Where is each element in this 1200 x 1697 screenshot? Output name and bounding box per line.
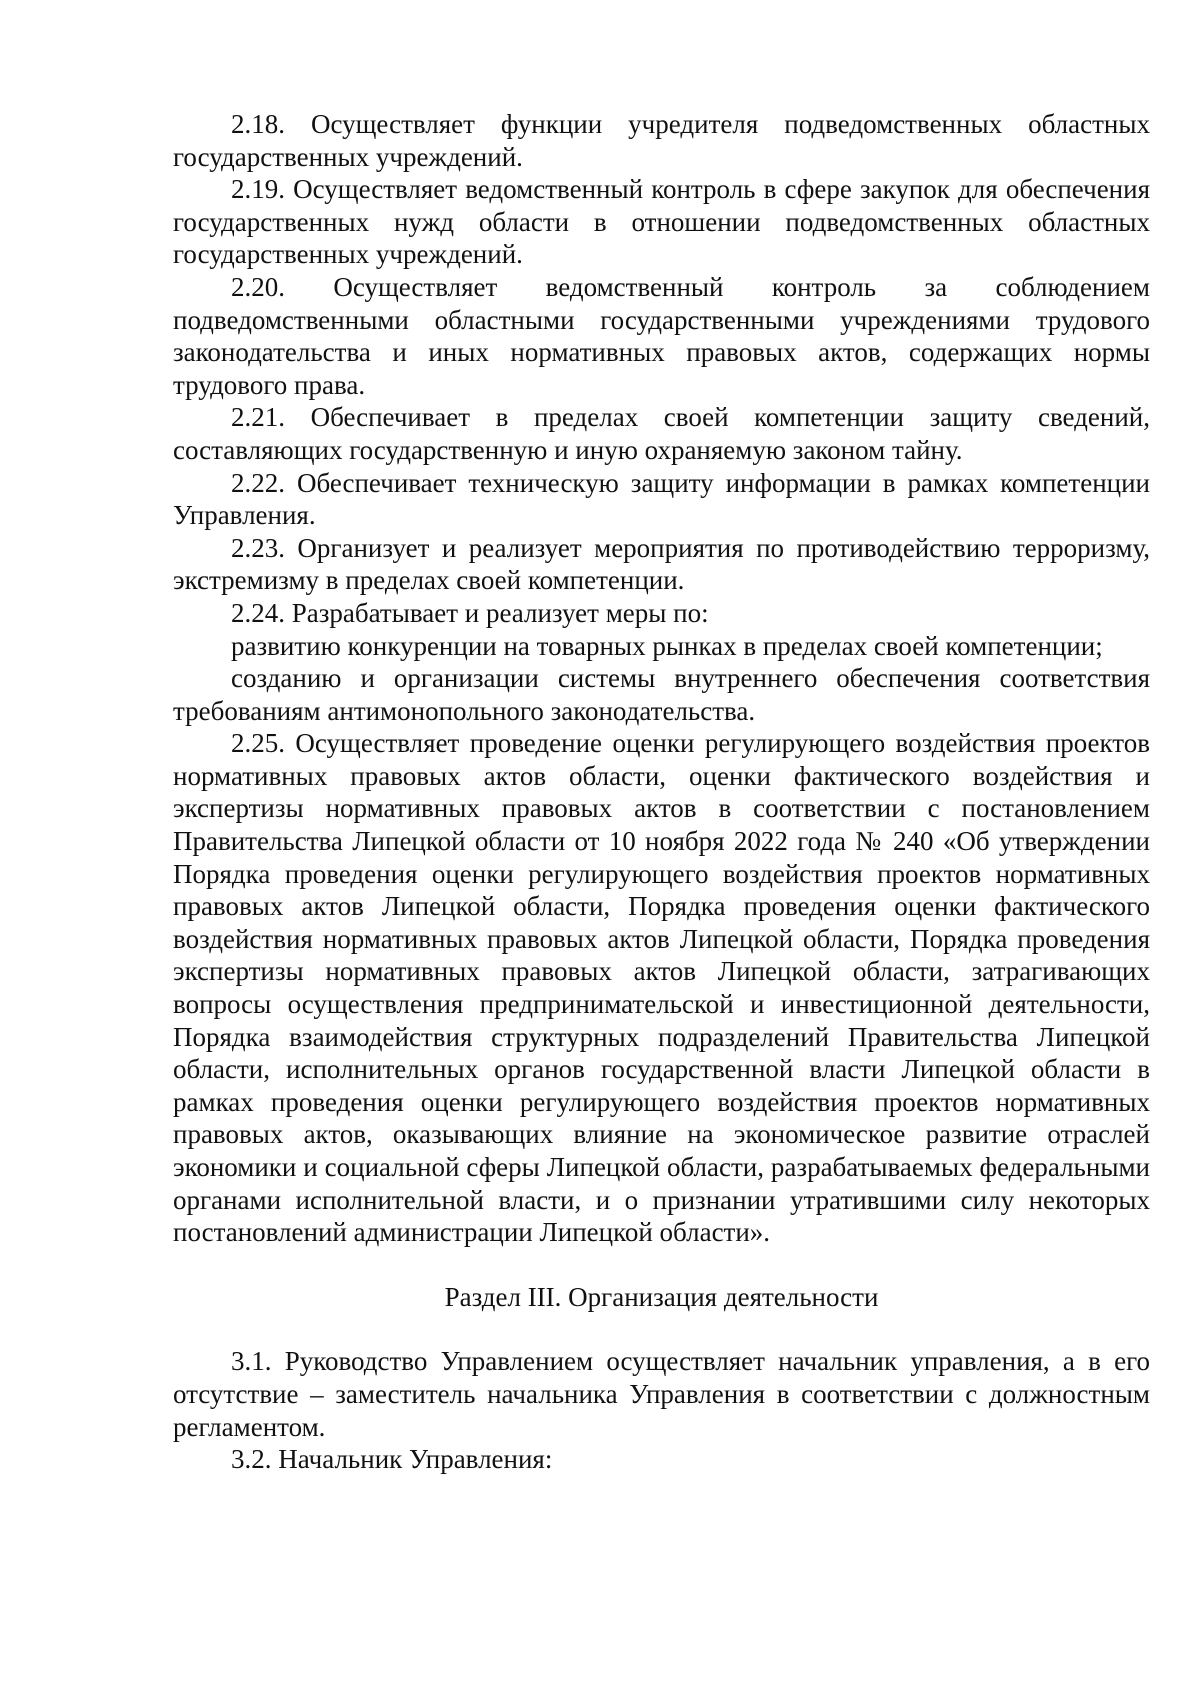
- paragraph-2-20: 2.20. Осуществляет ведомственный контроль за соблюдением подведомственными областными государственными учреждениями трудового законодательства и иных нормативных правовых актов, содержащих нормы трудового права.: [173, 271, 1150, 400]
- paragraph-2-25: 2.25. Осуществляет проведение оценки регулирующего воздействия проектов нормативных правовых актов области, оценки фактического воздействия и экспертизы нормативных правовых актов в соответствии с постановлением Правительства Липецкой области от 10 ноября 2022 года № 240 «Об утверждении Порядка проведения оценки регулирующего воздействия проектов нормативных правовых актов Липецкой области, Порядка проведения оценки фактического воздействия нормативных правовых актов Липецкой области, Порядка проведения экспертизы нормативных правовых актов Липецкой области, затрагивающих вопросы осуществления предпринимательской и инвестиционной деятельности, Порядка взаимодействия структурных подразделений Правительства Липецкой области, исполнительных органов государственной власти Липецкой области в рамках проведения оценки регулирующего воздействия проектов нормативных правовых актов, оказывающих влияние на экономическое развитие отраслей экономики и социальной сферы Липецкой области, разрабатываемых федеральными органами исполнительной власти, и о признании утратившими силу некоторых постановлений администрации Липецкой области».: [173, 728, 1150, 1248]
- document-page: [173, 108, 1150, 1476]
- paragraph-2-24-item-competition: развитию конкуренции на товарных рынках в пределах своей компетенции;: [231, 630, 1103, 661]
- paragraph-2-18: 2.18. Осуществляет функции учредителя подведомственных областных государственных учреждений.: [173, 109, 1150, 172]
- paragraph-2-24-item-antimonopoly: созданию и организации системы внутреннего обеспечения соответствия требованиям антимонопольного законодательства.: [173, 663, 1150, 726]
- paragraph-3-1: 3.1. Руководство Управлением осуществляет начальник управления, а в его отсутствие – заместитель начальника Управления в соответствии с должностным регламентом.: [173, 1346, 1150, 1442]
- paragraph-2-19: 2.19. Осуществляет ведомственный контроль в сфере закупок для обеспечения государственных нужд области в отношении подведомственных областных государственных учреждений.: [173, 174, 1150, 270]
- paragraph-3-2: 3.2. Начальник Управления:: [231, 1444, 553, 1475]
- paragraph-2-22: 2.22. Обеспечивает техническую защиту информации в рамках компетенции Управления.: [173, 467, 1150, 531]
- paragraph-2-24: 2.24. Разрабатывает и реализует меры по:: [231, 597, 709, 628]
- paragraph-2-21: 2.21. Обеспечивает в пределах своей компетенции защиту сведений, составляющих государственную и иную охраняемую законом тайну.: [173, 402, 1150, 465]
- paragraph-2-23: 2.23. Организует и реализует мероприятия по противодействию терроризму, экстремизму в пределах своей компетенции.: [173, 532, 1150, 596]
- section-3-heading: Раздел III. Организация деятельности: [444, 1281, 879, 1312]
